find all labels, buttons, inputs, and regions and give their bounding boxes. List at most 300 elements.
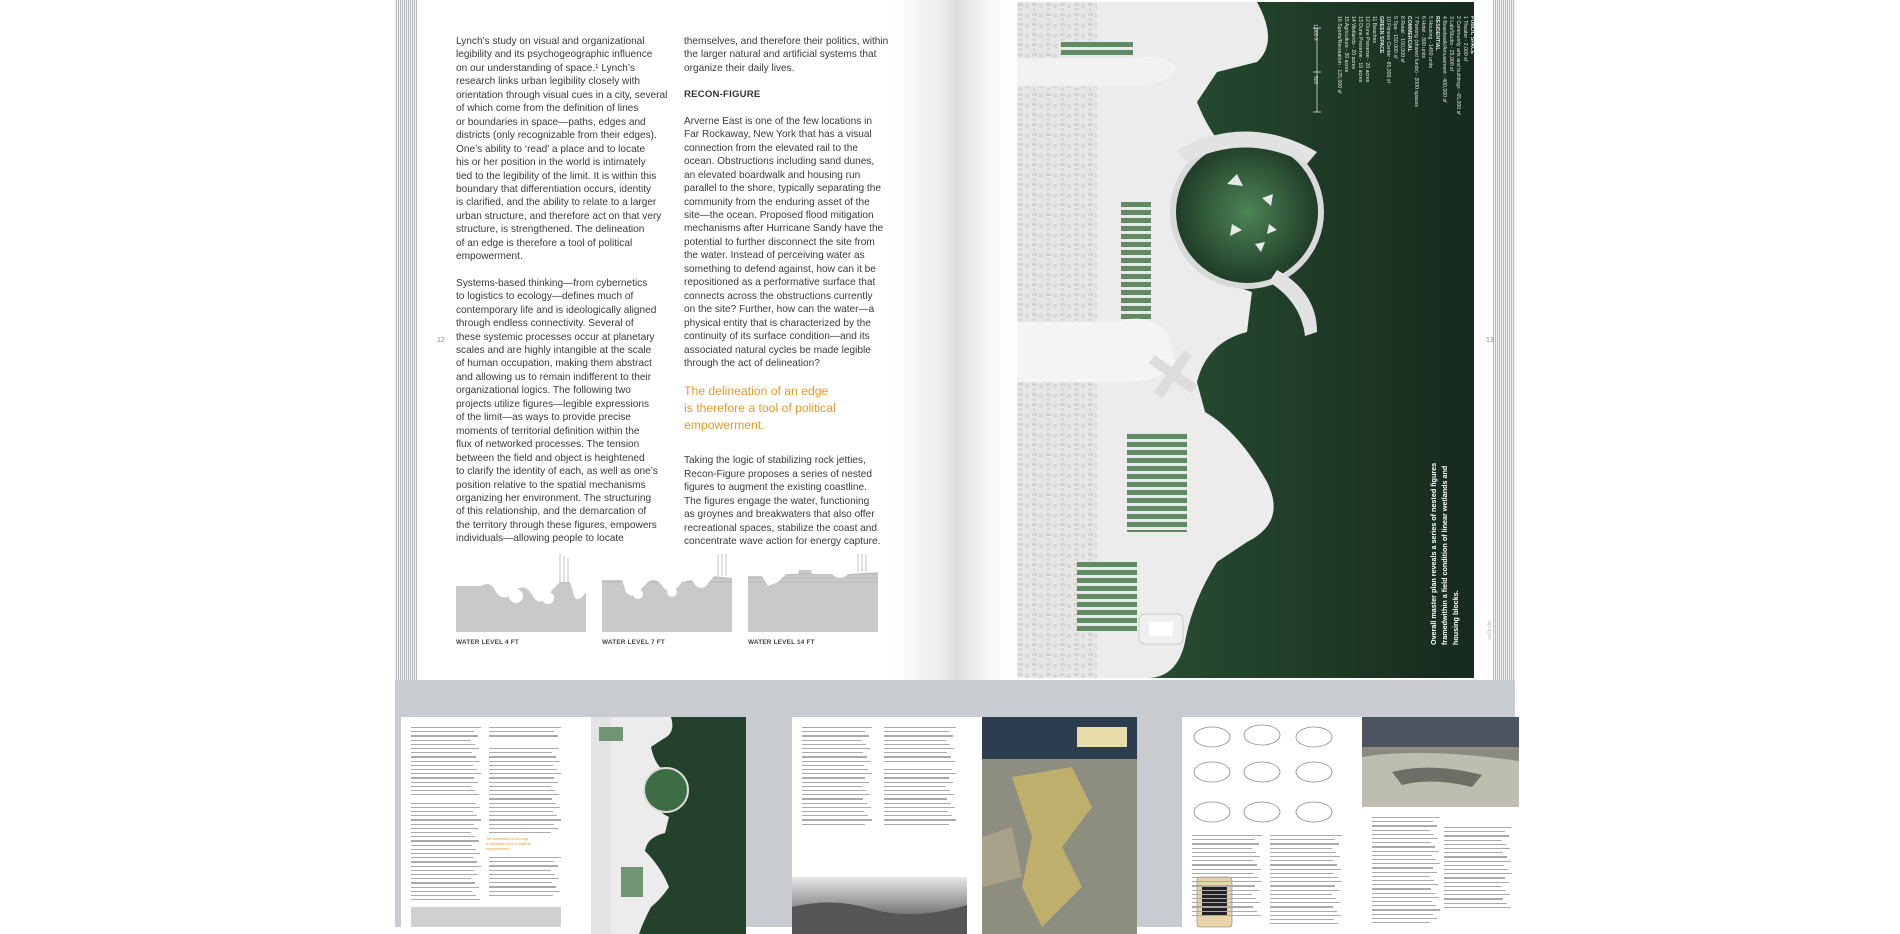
thumbnail-text-line — [411, 878, 471, 879]
thumbnail-text-line — [884, 798, 947, 799]
paragraph-recon-figure-line: Taking the logic of stabilizing rock jetties, — [684, 455, 866, 467]
text-column-2 — [684, 35, 899, 562]
paragraph-arverne-line: connection from the elevated rail to the — [684, 142, 858, 154]
paragraph-recon-figure-line: Recon-Figure proposes a series of nested — [684, 468, 872, 480]
thumbnail-text-line — [802, 773, 872, 774]
thumbnail-text-line — [1372, 884, 1438, 885]
thumbnail-3-left-page — [1182, 717, 1357, 934]
thumbnail-text-line — [489, 731, 554, 732]
thumbnail-text-line — [1192, 902, 1260, 903]
thumbnail-text-line — [1270, 902, 1340, 903]
section-diagram-4ft — [456, 552, 586, 632]
paragraph-arverne-line: potential to further disconnect the site from — [684, 236, 875, 248]
thumbnail-text-line — [1192, 877, 1258, 878]
thumbnail-text-line — [884, 756, 951, 757]
thumbnail-text-line — [1372, 893, 1435, 894]
thumbnail-text-line — [1372, 838, 1438, 839]
thumbnail-text-line — [411, 836, 475, 837]
thumbnail-text-line — [411, 740, 471, 741]
thumbnail-text-line — [411, 895, 476, 896]
thumbnail-text-line — [411, 731, 474, 732]
thumbnail-text-line — [489, 832, 551, 833]
thumbnail-text-line — [1270, 839, 1335, 840]
left-page-number: 12 — [437, 337, 445, 344]
thumbnail-text-line — [1444, 861, 1511, 862]
paragraph-arverne-line: associated natural cycles be made legible — [684, 344, 871, 356]
thumbnail-text-line — [489, 807, 560, 808]
paragraph-lynch-line: on our understanding of space.¹ Lynch’s — [456, 62, 636, 74]
thumbnail-text-line — [411, 765, 473, 766]
paragraph-systems-line: of the limit—as ways to provide precise — [456, 412, 632, 424]
paragraph-arverne-line: community from the enduring asset of the — [684, 196, 870, 208]
thumbnail-text-line — [489, 798, 552, 799]
thumbnail-text-line — [489, 895, 553, 896]
text-column-1 — [456, 35, 666, 559]
thumbnail-text-line — [489, 752, 552, 753]
thumbnail-text-line — [411, 786, 471, 787]
thumbnail-text-line — [1270, 864, 1337, 865]
thumbnail-text-line — [411, 845, 472, 846]
section-heading: RECON-FIGURE — [684, 89, 761, 101]
thumbnail-text-line — [489, 815, 557, 816]
caption-water-level-14ft: WATER LEVEL 14 FT — [748, 639, 815, 646]
thumbnail-text-line — [411, 840, 479, 841]
thumbnail-text-line — [1270, 911, 1337, 912]
plan-legend-list — [1335, 16, 1475, 246]
thumbnail-text-line — [1270, 890, 1339, 891]
paragraph-arverne-line: connects across the obstructions currently — [684, 290, 873, 302]
thumbnail-text-line — [411, 794, 479, 795]
thumbnail-text-line — [411, 882, 475, 883]
paragraph-systems-line: projects utilize figures—legible expressions — [456, 398, 649, 410]
thumbnail-text-line — [1444, 856, 1507, 857]
thumbnail-text-line — [884, 807, 955, 808]
page-stack-right — [1493, 0, 1515, 680]
thumbnail-text-line — [884, 811, 948, 812]
thumbnail-text-line — [489, 727, 561, 728]
scale-label-500: 500 — [1312, 76, 1318, 85]
thumbnail-text-line — [489, 794, 559, 795]
thumbnail-1-pull-line: empowerment. — [486, 847, 510, 851]
legend-entry: 5 Housing - 1450 units — [1427, 16, 1433, 68]
thumbnail-text-line — [884, 735, 953, 736]
thumbnail-text-line — [1192, 881, 1262, 882]
thumbnail-text-line — [884, 786, 946, 787]
thumbnail-text-line — [884, 803, 951, 804]
thumbnail-text-line — [1270, 843, 1339, 844]
thumbnail-text-line — [1372, 825, 1437, 826]
thumbnail-text-line — [1270, 906, 1333, 907]
thumbnail-text-line — [1444, 890, 1506, 891]
paragraph-systems-line: of human occupation, making them abstract — [456, 358, 652, 370]
paragraph-lynch-line: research links urban legibility closely with — [456, 76, 641, 88]
page-stack-left — [395, 0, 417, 680]
thumbnail-text-line — [489, 861, 554, 862]
thumbnail-text-line — [1192, 898, 1256, 899]
thumbnail-text-line — [884, 815, 952, 816]
thumbnail-1-pull-quote — [486, 837, 531, 852]
thumbnail-text-line — [1372, 830, 1430, 831]
thumbnail-text-line — [411, 870, 474, 871]
thumbnail-text-line — [1372, 855, 1432, 856]
thumbnail-text-line — [1192, 843, 1259, 844]
thumbnail-text-line — [802, 752, 863, 753]
thumbnail-text-line — [411, 727, 481, 728]
thumbnail-text-line — [489, 756, 556, 757]
paragraph-arverne-line: Arverne East is one of the few locations in — [684, 115, 872, 127]
pull-quote — [684, 383, 899, 434]
thumbnail-text-line — [802, 731, 865, 732]
pull-quote-line: is therefore a tool of political — [684, 401, 836, 416]
thumbnail-text-line — [489, 819, 561, 820]
thumbnail-text-line — [489, 790, 555, 791]
thumbnail-text-line — [489, 748, 559, 749]
paragraph-recon-figure-line: concentrate wave action for energy capture. — [684, 536, 881, 548]
paragraph-continuation-line: organize their daily lives. — [684, 62, 795, 74]
thumbnail-text-line — [411, 790, 475, 791]
thumbnail-text-line — [1372, 867, 1433, 868]
thumbnail-text-line — [411, 891, 472, 892]
thumbnail-text-line — [489, 865, 558, 866]
thumbnail-text-line — [802, 807, 871, 808]
thumbnail-text-line — [1192, 873, 1254, 874]
thumbnail-text-line — [1270, 877, 1338, 878]
thumbnail-text-line — [1372, 842, 1431, 843]
thumbnail-text-line — [411, 887, 479, 888]
thumbnail-text-line — [489, 874, 555, 875]
section-diagram-14ft — [748, 552, 878, 632]
legend-entry: 6 Hotel - 300 units — [1420, 16, 1426, 59]
caption-water-level-4ft: WATER LEVEL 4 FT — [456, 639, 519, 646]
thumbnail-text-line — [1192, 864, 1257, 865]
thumbnail-text-line — [489, 761, 560, 762]
thumbnail-text-line — [1192, 890, 1259, 891]
thumbnail-text-line — [411, 777, 474, 778]
thumbnail-text-line — [411, 761, 480, 762]
thumbnail-2-left-page — [792, 717, 967, 934]
paragraph-systems-line: moments of territorial definition within the — [456, 425, 640, 437]
paragraph-systems-line: individuals—allowing people to locate — [456, 533, 624, 545]
thumbnail-text-line — [411, 861, 477, 862]
thumbnail-text-line — [802, 761, 871, 762]
paragraph-arverne-line: continuity of its surface condition—and its — [684, 331, 870, 343]
thumbnail-text-line — [411, 853, 480, 854]
thumbnail-text-line — [802, 811, 864, 812]
thumbnail-text-line — [802, 748, 870, 749]
thumbnail-text-line — [1270, 873, 1334, 874]
thumbnail-text-line — [802, 824, 865, 825]
thumbnail-text-line — [1270, 919, 1334, 920]
thumbnail-text-line — [1270, 881, 1342, 882]
paragraph-lynch-line: is clarified, and the ability to relate to a larger — [456, 197, 657, 209]
thumbnail-text-line — [1192, 906, 1253, 907]
thumbnail-text-line — [1372, 888, 1431, 889]
paragraph-systems-line: and allowing us to remain indifferent to their — [456, 371, 652, 383]
thumbnail-text-line — [1270, 915, 1341, 916]
thumbnail-text-line — [1372, 914, 1433, 915]
paragraph-recon-figure — [684, 454, 899, 548]
thumbnail-text-line — [884, 744, 950, 745]
paragraph-continuation — [684, 35, 899, 75]
thumbnail-text-line — [1444, 886, 1502, 887]
paragraph-lynch-line: boundary that differentiation occurs, identity — [456, 183, 652, 195]
thumbnail-text-line — [489, 765, 553, 766]
thumbnail-text-line — [489, 782, 558, 783]
thumbnail-spread-1[interactable] — [401, 717, 746, 934]
paragraph-systems-line: contemporary life and is ideologically aligned — [456, 304, 657, 316]
paragraph-recon-figure-line: figures to augment the existing coastline. — [684, 482, 867, 494]
thumbnail-text-line — [1372, 876, 1430, 877]
thumbnail-text-line — [411, 819, 481, 820]
thumbnail-text-line — [802, 798, 863, 799]
thumbnail-text-line — [411, 849, 476, 850]
paragraph-systems-line: between the field and object is heightened — [456, 452, 645, 464]
paragraph-arverne-line: physical entity that is characterized by the — [684, 317, 871, 329]
thumbnail-spread-3[interactable] — [1182, 717, 1519, 934]
thumbnail-text-line — [1444, 827, 1512, 828]
paragraph-arverne-line: ocean. Obstructions including sand dunes, — [684, 156, 875, 168]
paragraph-systems-line: organizational logics. The following two — [456, 385, 631, 397]
thumbnail-text-line — [1270, 885, 1335, 886]
thumbnail-text-line — [489, 786, 551, 787]
paragraph-lynch-line: of which come from the definition of lines — [456, 103, 639, 115]
thumbnail-text-line — [1372, 918, 1437, 919]
thumbnail-text-line — [411, 857, 473, 858]
paragraph-lynch-line: structure, is strengthened. The delineation — [456, 224, 645, 236]
thumbnail-text-line — [802, 727, 872, 728]
thumbnail-text-line — [411, 735, 478, 736]
legend-entry: 11 Beaches — [1371, 16, 1377, 44]
paragraph-lynch — [456, 35, 666, 264]
paragraph-lynch-line: urban structure, and therefore act on that very — [456, 210, 662, 222]
legend-entry: 3 Lab/Studio - 25,000 sf — [1448, 16, 1454, 72]
thumbnail-text-line — [1270, 898, 1336, 899]
thumbnail-text-line — [1270, 923, 1338, 924]
thumbnail-text-line — [1192, 885, 1255, 886]
plan-caption-line: Overall master plan reveals a series of nested figures framed — [1429, 462, 1449, 645]
paragraph-arverne-line: through the act of delineation? — [684, 357, 820, 369]
thumbnail-text-line — [489, 870, 551, 871]
paragraph-systems-line: of this relationship, and the demarcation of — [456, 506, 647, 518]
thumbnail-text-line — [1192, 911, 1257, 912]
thumbnail-text-line — [802, 786, 862, 787]
thumbnail-text-line — [1444, 877, 1505, 878]
thumbnail-text-line — [1372, 821, 1433, 822]
paragraph-systems — [456, 277, 666, 546]
thumbnail-text-line — [884, 773, 956, 774]
thumbnail-text-line — [489, 878, 559, 879]
legend-entry: 14 Wetlands - 20 acres — [1350, 16, 1356, 70]
thumbnail-text-line — [1372, 846, 1435, 847]
thumbnail-text-line — [884, 761, 955, 762]
thumbnail-text-line — [1192, 860, 1253, 861]
paragraph-continuation-line: the larger natural and artificial systems that — [684, 49, 877, 61]
thumbnail-1-left-page — [401, 717, 576, 934]
thumbnail-text-line — [411, 752, 472, 753]
thumbnail-text-line — [489, 777, 554, 778]
thumbnail-text-line — [1444, 869, 1508, 870]
paragraph-systems-line: to clarify the identity of each, as well as one’s — [456, 466, 658, 478]
thumbnail-text-line — [802, 744, 866, 745]
caption-water-level-7ft: WATER LEVEL 7 FT — [602, 639, 665, 646]
thumbnail-text-line — [1372, 905, 1436, 906]
thumbnail-text-line — [802, 769, 868, 770]
thumbnail-text-line — [1192, 835, 1262, 836]
thumbnail-text-line — [802, 782, 869, 783]
paragraph-systems-line: organizing her environment. The structuring — [456, 492, 652, 504]
thumbnail-text-line — [1372, 901, 1432, 902]
thumbnail-text-line — [802, 735, 869, 736]
thumbnail-1-diagrams — [411, 907, 561, 927]
paragraph-arverne-line: parallel to the shore, typically separating the — [684, 183, 881, 195]
thumbnail-text-line — [1372, 859, 1436, 860]
right-page-number: 13 — [1486, 337, 1494, 344]
legend-entry: 2 Community arts and buildings - 65,000 sf — [1455, 16, 1461, 115]
thumbnail-text-line — [1372, 817, 1440, 818]
thumbnail-text-line — [411, 832, 471, 833]
thumbnail-text-line — [489, 824, 554, 825]
thumbnail-text-line — [489, 857, 561, 858]
paragraph-arverne — [684, 115, 899, 371]
plan-legend — [1336, 16, 1475, 246]
thumbnail-text-line — [1270, 860, 1333, 861]
paragraph-recon-figure-line: The figures engage the water, functioning — [684, 495, 870, 507]
paragraph-systems-line: position relative to the spatial mechanisms — [456, 479, 646, 491]
thumbnail-text-line — [884, 782, 953, 783]
thumbnail-text-line — [489, 891, 560, 892]
thumbnail-text-line — [1192, 852, 1256, 853]
thumbnail-text-line — [802, 815, 868, 816]
thumbnail-text-line — [884, 727, 956, 728]
paragraph-continuation-line: themselves, and therefore their politics, within — [684, 36, 889, 47]
thumbnail-text-line — [411, 815, 477, 816]
paragraph-lynch-line: Lynch’s study on visual and organizational — [456, 36, 645, 47]
thumbnail-text-line — [802, 819, 872, 820]
thumbnail-text-line — [1192, 894, 1252, 895]
thumbnail-text-line — [411, 899, 480, 900]
thumbnail-text-line — [1444, 848, 1510, 849]
pull-quote-line: empowerment. — [684, 418, 765, 433]
paragraph-arverne-line: repositioned as a performative surface that — [684, 277, 876, 289]
thumbnail-text-line — [1192, 856, 1260, 857]
legend-entry: COMMERCIAL — [1406, 16, 1412, 52]
paragraph-arverne-line: on the site? Further, how can the water—a — [684, 304, 875, 316]
section-diagram-7ft — [602, 552, 732, 632]
thumbnail-text-line — [1270, 852, 1336, 853]
thumbnail-text-line — [1444, 844, 1506, 845]
thumbnail-text-line — [411, 828, 478, 829]
paragraph-lynch-line: tied to the legibility of the limit. It is within this — [456, 170, 657, 182]
paragraph-lynch-line: his or her position in the world is intimately — [456, 157, 646, 169]
paragraph-lynch-line: empowerment. — [456, 251, 523, 263]
thumbnail-text-line — [884, 752, 947, 753]
thumbnail-text-line — [1372, 909, 1440, 910]
thumbnail-text-line — [489, 886, 556, 887]
thumbnail-text-line — [411, 773, 481, 774]
thumbnail-text-line — [1372, 922, 1430, 923]
pull-quote-line: The delineation of an edge — [684, 384, 829, 399]
thumbnail-text-line — [884, 740, 946, 741]
thumbnail-text-line — [1192, 839, 1255, 840]
thumbnail-text-line — [1270, 848, 1332, 849]
paragraph-systems-line: the territory through these figures, empowers — [456, 519, 657, 531]
thumbnail-text-line — [802, 765, 864, 766]
thumbnail-text-line — [884, 819, 956, 820]
thumbnail-text-line — [1444, 894, 1510, 895]
thumbnail-text-line — [1372, 897, 1439, 898]
thumbnail-text-line — [884, 790, 950, 791]
thumbnail-spread-2[interactable] — [792, 717, 1137, 934]
thumbnail-text-line — [489, 828, 558, 829]
thumbnail-text-line — [1372, 834, 1434, 835]
thumbnail-2-right-page — [982, 717, 1137, 934]
thumbnail-text-line — [1372, 851, 1439, 852]
plan-caption — [1428, 455, 1461, 645]
paragraph-systems-line: through endless connectivity. Several of — [456, 318, 634, 330]
thumbnail-text-line — [1372, 872, 1437, 873]
paragraph-lynch-line: or boundaries in space—paths, edges and — [456, 116, 646, 128]
thumbnail-text-line — [1444, 907, 1511, 908]
thumbnail-text-line — [1192, 848, 1252, 849]
paragraph-arverne-line: the water. Instead of perceiving water as — [684, 250, 865, 262]
thumbnail-text-line — [1270, 856, 1340, 857]
thumbnail-text-line — [411, 782, 478, 783]
thumbnail-text-line — [1192, 915, 1261, 916]
thumbnail-text-line — [1270, 869, 1341, 870]
legend-entry: 4 Boardwalk/Amusement - 400,000 sf — [1441, 16, 1447, 103]
thumbnail-text-line — [411, 769, 477, 770]
thumbnail-text-line — [411, 824, 474, 825]
thumbnail-text-line — [884, 731, 949, 732]
thumbnail-text-line — [1444, 840, 1502, 841]
thumbnail-text-line — [884, 748, 954, 749]
thumbnail-text-line — [1444, 831, 1505, 832]
thumbnail-text-line — [489, 811, 553, 812]
thumbnail-1-right-page — [591, 717, 746, 934]
thumbnail-text-line — [1192, 869, 1261, 870]
thumbnail-text-line — [1444, 852, 1503, 853]
thumbnail-text-line — [802, 790, 866, 791]
paragraph-systems-line: to logistics to ecology—defines much of — [456, 291, 634, 303]
thumbnail-text-line — [802, 756, 867, 757]
thumbnail-text-line — [411, 807, 480, 808]
legend-entry: 7 Parking (shared funds) - 2000 spaces — [1413, 16, 1419, 107]
thumbnail-text-line — [802, 740, 862, 741]
legend-entry: 9 Spa - 150,000 sf — [1392, 16, 1398, 59]
thumbnail-text-line — [884, 769, 952, 770]
thumbnail-text-line — [489, 882, 552, 883]
thumbnail-text-line — [411, 744, 475, 745]
thumbnail-text-line — [802, 794, 870, 795]
legend-entry: 10 Fitness Center - 85,000 sf — [1385, 16, 1391, 83]
paragraph-arverne-line: Far Rockaway, New York that has a visual — [684, 129, 872, 141]
paragraph-recon-figure-line: recreational spaces, stabilize the coast and — [684, 522, 878, 534]
thumbnail-text-line — [1444, 865, 1504, 866]
paragraph-systems-line: these systemic processes occur at planetary — [456, 331, 655, 343]
thumbnail-text-line — [489, 803, 556, 804]
legend-entry: 13 Dune Preserve - 10 acres — [1357, 16, 1363, 83]
thumbnail-text-line — [1444, 903, 1507, 904]
thumbnail-text-line — [1444, 898, 1503, 899]
thumbnail-text-line — [411, 866, 481, 867]
legend-entry: 1 Theater - 2,000 sf — [1462, 16, 1468, 62]
paragraph-arverne-line: site—the ocean. Proposed flood mitigation — [684, 209, 874, 221]
paragraph-systems-line: Systems-based thinking—from cybernetics — [456, 277, 648, 289]
thumbnail-text-line — [411, 748, 479, 749]
thumbnail-text-line — [802, 777, 865, 778]
thumbnail-text-line — [1444, 873, 1512, 874]
thumbnail-text-line — [884, 777, 949, 778]
